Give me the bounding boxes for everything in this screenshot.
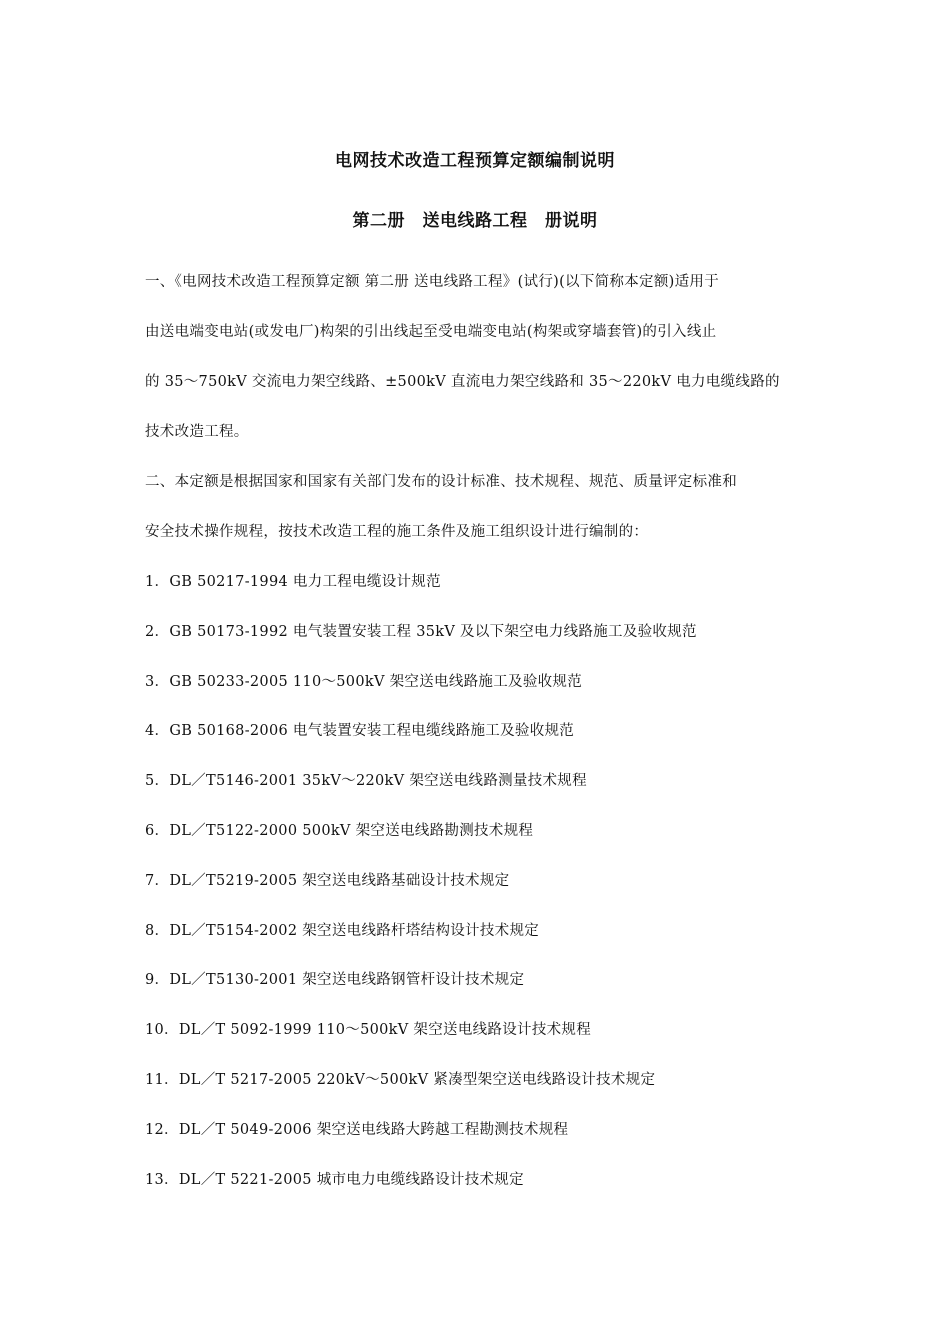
reference-item: 11．DL／T 5217-2005 220kV～500kV 紧凑型架空送电线路设计技术规定 — [145, 1071, 656, 1088]
document-title: 电网技术改造工程预算定额编制说明 — [335, 151, 615, 171]
reference-item: 8．DL／T5154-2002 架空送电线路杆塔结构设计技术规定 — [145, 922, 540, 939]
reference-item: 13．DL／T 5221-2005 城市电力电缆线路设计技术规定 — [145, 1171, 524, 1188]
paragraph-line: 技术改造工程。 — [145, 424, 249, 440]
reference-item: 3．GB 50233-2005 110～500kV 架空送电线路施工及验收规范 — [145, 673, 583, 690]
document-subtitle: 第二册 送电线路工程 册说明 — [352, 211, 598, 231]
reference-list — [145, 572, 697, 1219]
reference-item: 6．DL／T5122-2000 500kV 架空送电线路勘测技术规程 — [145, 822, 534, 839]
paragraph-line: 的 35～750kV 交流电力架空线路、±500kV 直流电力架空线路和 35～220kV 电力电缆线路的 — [145, 374, 780, 390]
reference-item: 9．DL／T5130-2001 架空送电线路钢管杆设计技术规定 — [145, 972, 525, 989]
reference-item: 2．GB 50173-1992 电气装置安装工程 35kV 及以下架空电力线路施工及验收规范 — [145, 623, 697, 640]
reference-item: 1．GB 50217-1994 电力工程电缆设计规范 — [145, 574, 441, 590]
reference-item: 7．DL／T5219-2005 架空送电线路基础设计技术规定 — [145, 872, 510, 889]
paragraph-line: 安全技术操作规程，按技术改造工程的施工条件及施工组织设计进行编制的： — [145, 524, 649, 540]
paragraph-line: 一、《电网技术改造工程预算定额 第二册 送电线路工程》(试行)(以下简称本定额)适用于 — [145, 274, 719, 290]
paragraph-line: 二、本定额是根据国家和国家有关部门发布的设计标准、技术规程、规范、质量评定标准和 — [145, 474, 737, 490]
reference-item: 12．DL／T 5049-2006 架空送电线路大跨越工程勘测技术规程 — [145, 1121, 569, 1138]
reference-item: 5．DL／T5146-2001 35kV～220kV 架空送电线路测量技术规程 — [145, 773, 587, 790]
reference-item: 10．DL／T 5092-1999 110～500kV 架空送电线路设计技术规程 — [145, 1022, 592, 1039]
paragraph-line: 由送电端变电站(或发电厂)构架的引出线起至受电端变电站(构架或穿墙套管)的引入线止 — [145, 324, 717, 340]
reference-item: 4．GB 50168-2006 电气装置安装工程电缆线路施工及验收规范 — [145, 723, 575, 740]
